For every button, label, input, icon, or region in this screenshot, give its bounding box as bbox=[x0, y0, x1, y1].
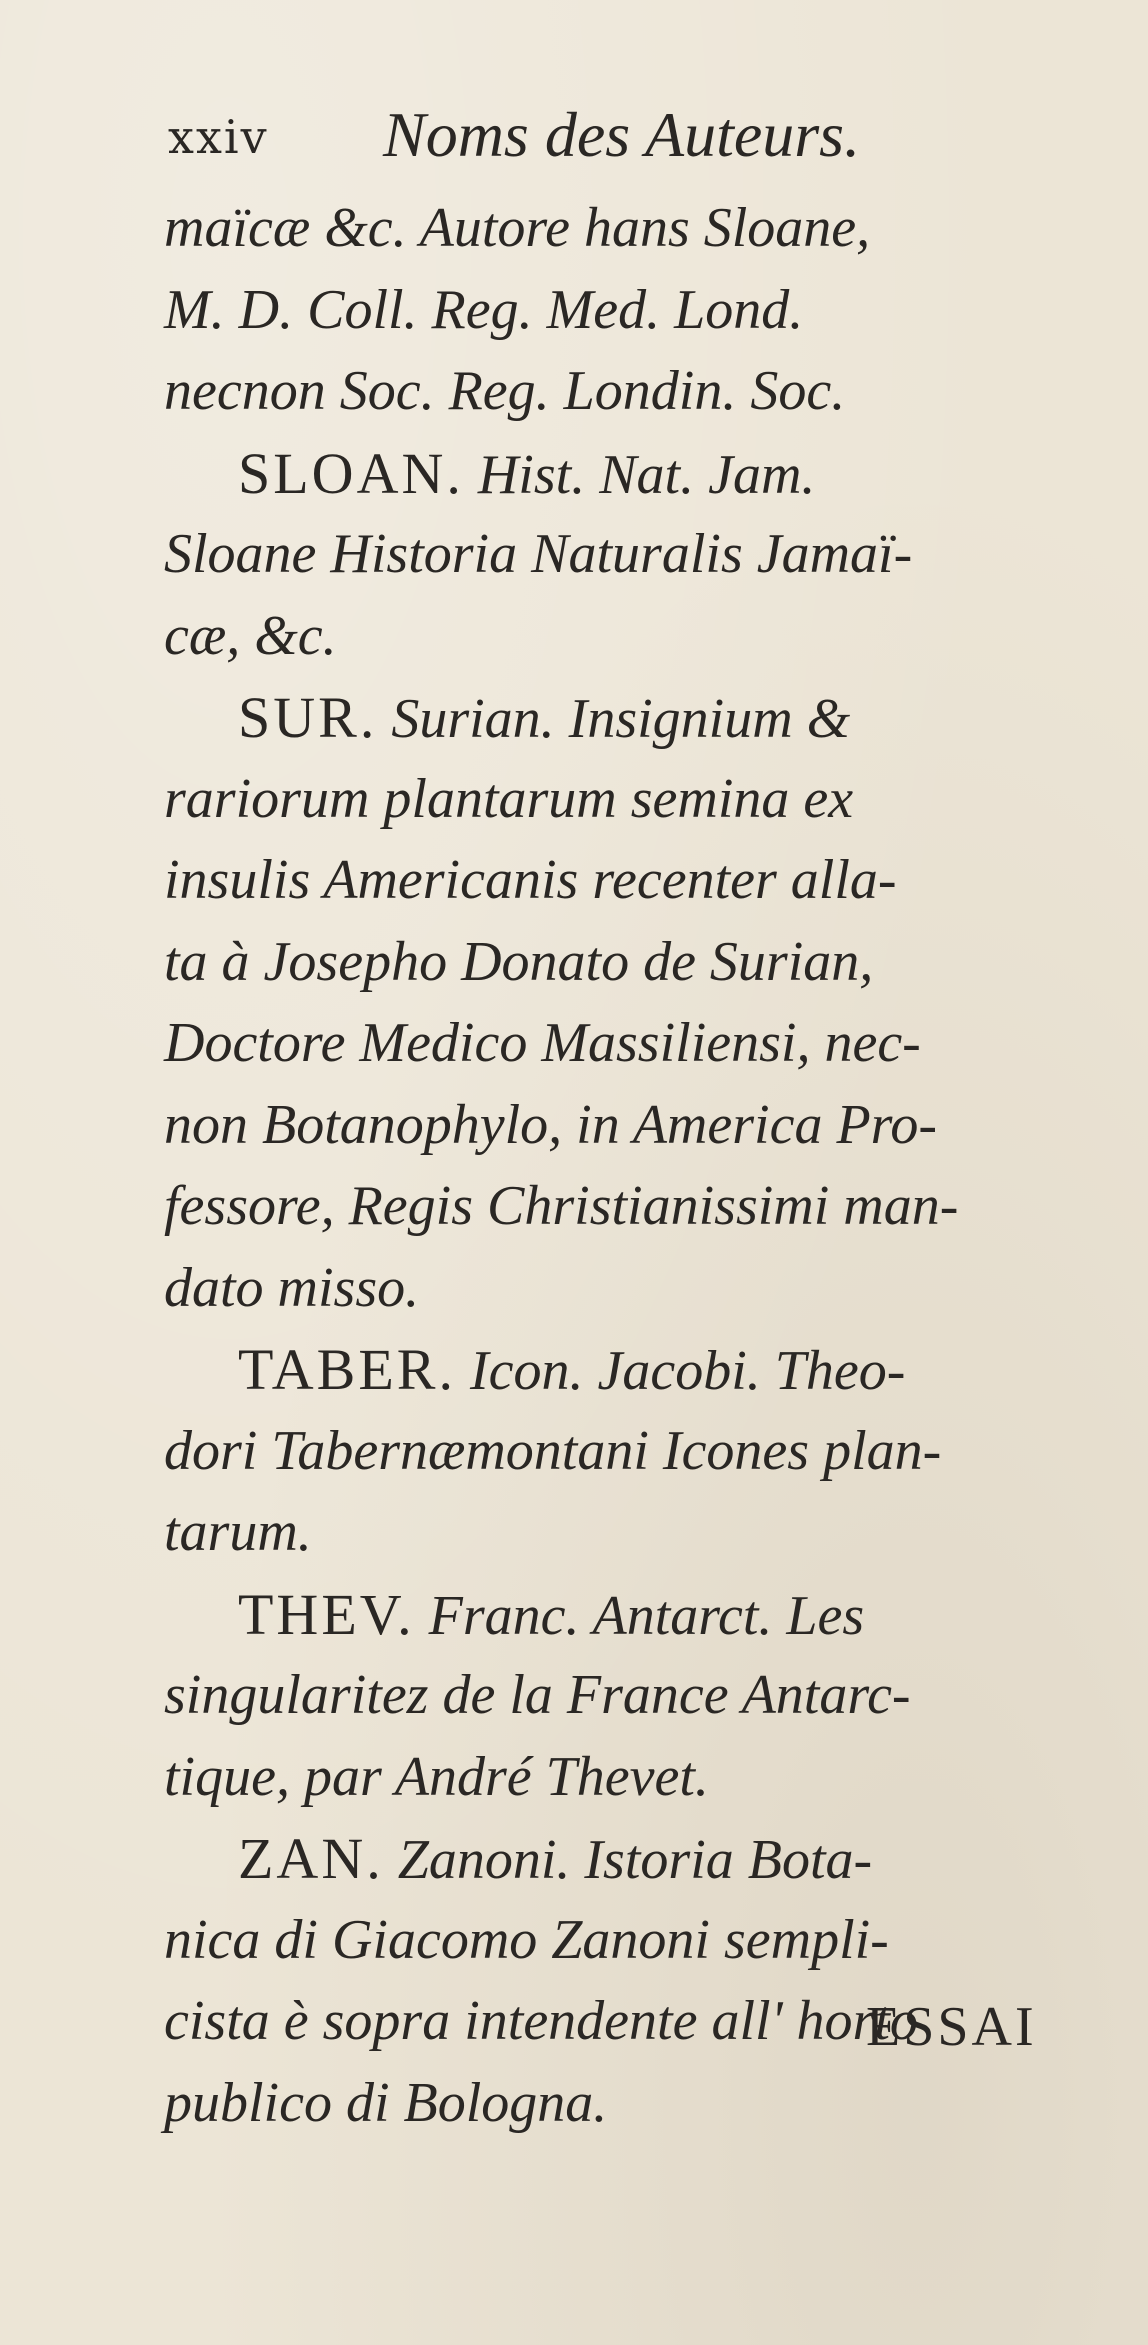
text-line: cæ, &c. bbox=[164, 604, 337, 667]
body-text bbox=[164, 188, 1094, 2144]
text-line: tarum. bbox=[164, 1501, 312, 1563]
author-abbreviation: SLOAN. bbox=[238, 440, 464, 506]
text-line: rariorum plantarum semina ex bbox=[164, 767, 854, 830]
entry-text: Franc. Antarct. Les bbox=[414, 1584, 865, 1647]
text-line: dato misso. bbox=[164, 1256, 420, 1319]
text-line: Sloane Historia Naturalis Jamaï- bbox=[164, 523, 913, 585]
text-line: tique, par André Thevet. bbox=[164, 1745, 709, 1808]
author-abbreviation: SUR. bbox=[238, 685, 378, 750]
text-line: ta à Josepho Donato de Surian, bbox=[164, 930, 874, 993]
text-line: singularitez de la France Antarc- bbox=[164, 1664, 911, 1726]
text-line: nica di Giacomo Zanoni sempli- bbox=[164, 1908, 889, 1971]
author-abbreviation: THEV. bbox=[238, 1581, 415, 1647]
entry-line-sur bbox=[164, 677, 1094, 759]
entry-line-sloan bbox=[164, 433, 1094, 515]
entry-text: Icon. Jacobi. Theo- bbox=[455, 1340, 906, 1402]
author-abbreviation: TABER. bbox=[238, 1337, 456, 1402]
entry-line-zan bbox=[164, 1818, 1094, 1900]
text-line: maïcæ &c. Autore hans Sloane, bbox=[164, 197, 871, 259]
text-line: M. D. Coll. Reg. Med. Lond. bbox=[164, 278, 804, 341]
catchword: ESSAI bbox=[866, 1996, 1037, 2058]
page-number: xxiv bbox=[168, 110, 269, 164]
text-line: necnon Soc. Reg. Londin. Soc. bbox=[164, 360, 846, 422]
text-line: Doctore Medico Massiliensi, nec- bbox=[164, 1012, 921, 1074]
text-line: non Botanophylo, in America Pro- bbox=[164, 1093, 938, 1156]
entry-line-taber bbox=[164, 1329, 1094, 1411]
page-header bbox=[168, 92, 1068, 172]
running-head: Noms des Auteurs. bbox=[383, 99, 861, 170]
text-line: insulis Americanis recenter alla- bbox=[164, 849, 897, 911]
entry-text: Hist. Nat. Jam. bbox=[463, 443, 816, 506]
text-line: dori Tabernæmontani Icones plan- bbox=[164, 1419, 942, 1482]
text-line: fessore, Regis Christianissimi man- bbox=[164, 1175, 959, 1237]
entry-line-thev bbox=[164, 1574, 1094, 1656]
entry-text: Surian. Insignium & bbox=[377, 688, 851, 750]
text-line: publico di Bologna. bbox=[164, 2071, 608, 2134]
entry-text: Zanoni. Istoria Bota- bbox=[383, 1829, 873, 1891]
text-line: cista è sopra intendente all' horto bbox=[164, 1990, 918, 2052]
author-abbreviation: ZAN. bbox=[238, 1826, 384, 1891]
